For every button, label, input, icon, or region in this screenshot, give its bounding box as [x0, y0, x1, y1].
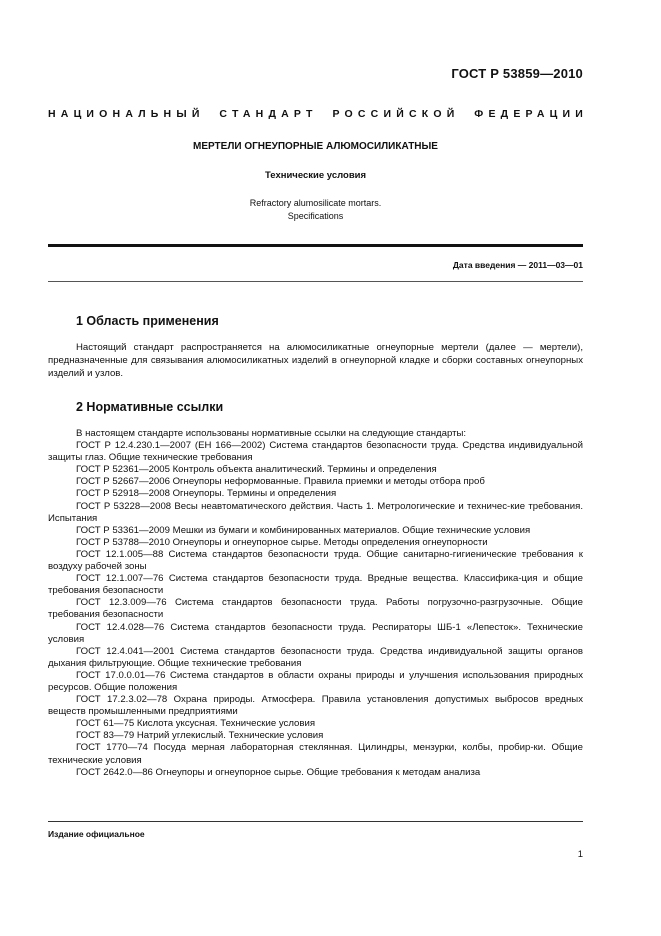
page-number: 1	[577, 849, 583, 860]
english-title: Refractory alumosilicate mortars.	[249, 198, 382, 208]
header-word: ФЕДЕРАЦИИ	[474, 108, 588, 120]
footer-divider	[48, 821, 583, 822]
reference-item: ГОСТ 1770—74 Посуда мерная лабораторная стеклянная. Цилиндры, мензурки, колбы, пробир-ки. Общие технические условия	[48, 742, 583, 766]
english-subtitle: Specifications	[287, 211, 344, 221]
reference-item: ГОСТ Р 53228—2008 Весы неавтоматического действия. Часть 1. Метрологические и техничес-кие требования. Испытания	[48, 500, 583, 524]
reference-item: ГОСТ 17.2.3.02—78 Охрана природы. Атмосфера. Правила установления допустимых выбросов вредных веществ промышленными предприятиями	[48, 694, 583, 718]
section-1-heading: 1 Область применения	[76, 314, 219, 328]
header-word: РОССИЙСКОЙ	[332, 108, 460, 120]
reference-item: ГОСТ Р 53361—2009 Мешки из бумаги и комбинированных материалов. Общие технические условия	[76, 524, 531, 536]
header-divider	[48, 244, 583, 247]
official-edition-label: Издание официальное	[48, 829, 145, 839]
document-number: ГОСТ Р 53859—2010	[451, 66, 583, 81]
reference-item: ГОСТ 83—79 Натрий углекислый. Технические условия	[76, 730, 324, 742]
document-subtitle: Технические условия	[264, 170, 367, 181]
normative-references-list	[48, 428, 583, 779]
reference-item: ГОСТ Р 52918—2008 Огнеупоры. Термины и определения	[76, 488, 337, 500]
reference-item: ГОСТ 17.0.0.01—76 Система стандартов в области охраны природы и улучшения использования природных ресурсов. Общие положения	[48, 669, 583, 693]
reference-item: ГОСТ Р 53788—2010 Огнеупоры и огнеупорное сырье. Методы определения огнеупорности	[76, 536, 488, 548]
date-divider	[48, 281, 583, 282]
document-title: МЕРТЕЛИ ОГНЕУПОРНЫЕ АЛЮМОСИЛИКАТНЫЕ	[193, 141, 438, 152]
header-word: НАЦИОНАЛЬНЫЙ	[48, 108, 205, 120]
reference-item: ГОСТ Р 12.4.230.1—2007 (ЕН 166—2002) Система стандартов безопасности труда. Средства индивидуальной защиты глаз. Общие технические требования	[48, 440, 583, 464]
reference-item: ГОСТ 61—75 Кислота уксусная. Технические условия	[76, 718, 316, 730]
english-title-block	[48, 197, 583, 223]
section-2-heading: 2 Нормативные ссылки	[76, 400, 224, 414]
reference-item: ГОСТ Р 52361—2005 Контроль объекта аналитический. Термины и определения	[76, 464, 437, 476]
section-1-paragraph: Настоящий стандарт распространяется на алюмосиликатные огнеупорные мертели (далее — мертели), предназначенные для связывания алюмосиликатных изделий в огнеупорной кладке и сборки составных огнеупорных изделий и узлов.	[48, 342, 583, 379]
references-intro: В настоящем стандарте использованы нормативные ссылки на следующие стандарты:	[76, 428, 467, 439]
section-1-body	[48, 342, 583, 381]
reference-item: ГОСТ 2642.0—86 Огнеупоры и огнеупорное сырье. Общие требования к методам анализа	[76, 766, 481, 778]
introduction-date: Дата введения — 2011—03—01	[452, 260, 583, 270]
reference-item: ГОСТ 12.1.005—88 Система стандартов безопасности труда. Общие санитарно-гигиенические требования к воздуху рабочей зоны	[48, 548, 583, 573]
reference-item: ГОСТ Р 52667—2006 Огнеупоры неформованные. Правила приемки и методы отбора проб	[76, 476, 485, 488]
reference-item: ГОСТ 12.4.028—76 Система стандартов безопасности труда. Респираторы ШБ-1 «Лепесток». Технические условия	[48, 621, 583, 645]
header-word: СТАНДАРТ	[219, 108, 318, 120]
reference-item: ГОСТ 12.1.007—76 Система стандартов безопасности труда. Вредные вещества. Классифика-ция и общие требования безопасности	[48, 573, 583, 597]
reference-item: ГОСТ 12.4.041—2001 Система стандартов безопасности труда. Средства индивидуальной защиты органов дыхания фильтрующие. Общие технические требования	[48, 645, 583, 669]
reference-item: ГОСТ 12.3.009—76 Система стандартов безопасности труда. Работы погрузочно-разгрузочные. Общие требования безопасности	[48, 597, 583, 621]
national-standard-header	[48, 108, 588, 120]
